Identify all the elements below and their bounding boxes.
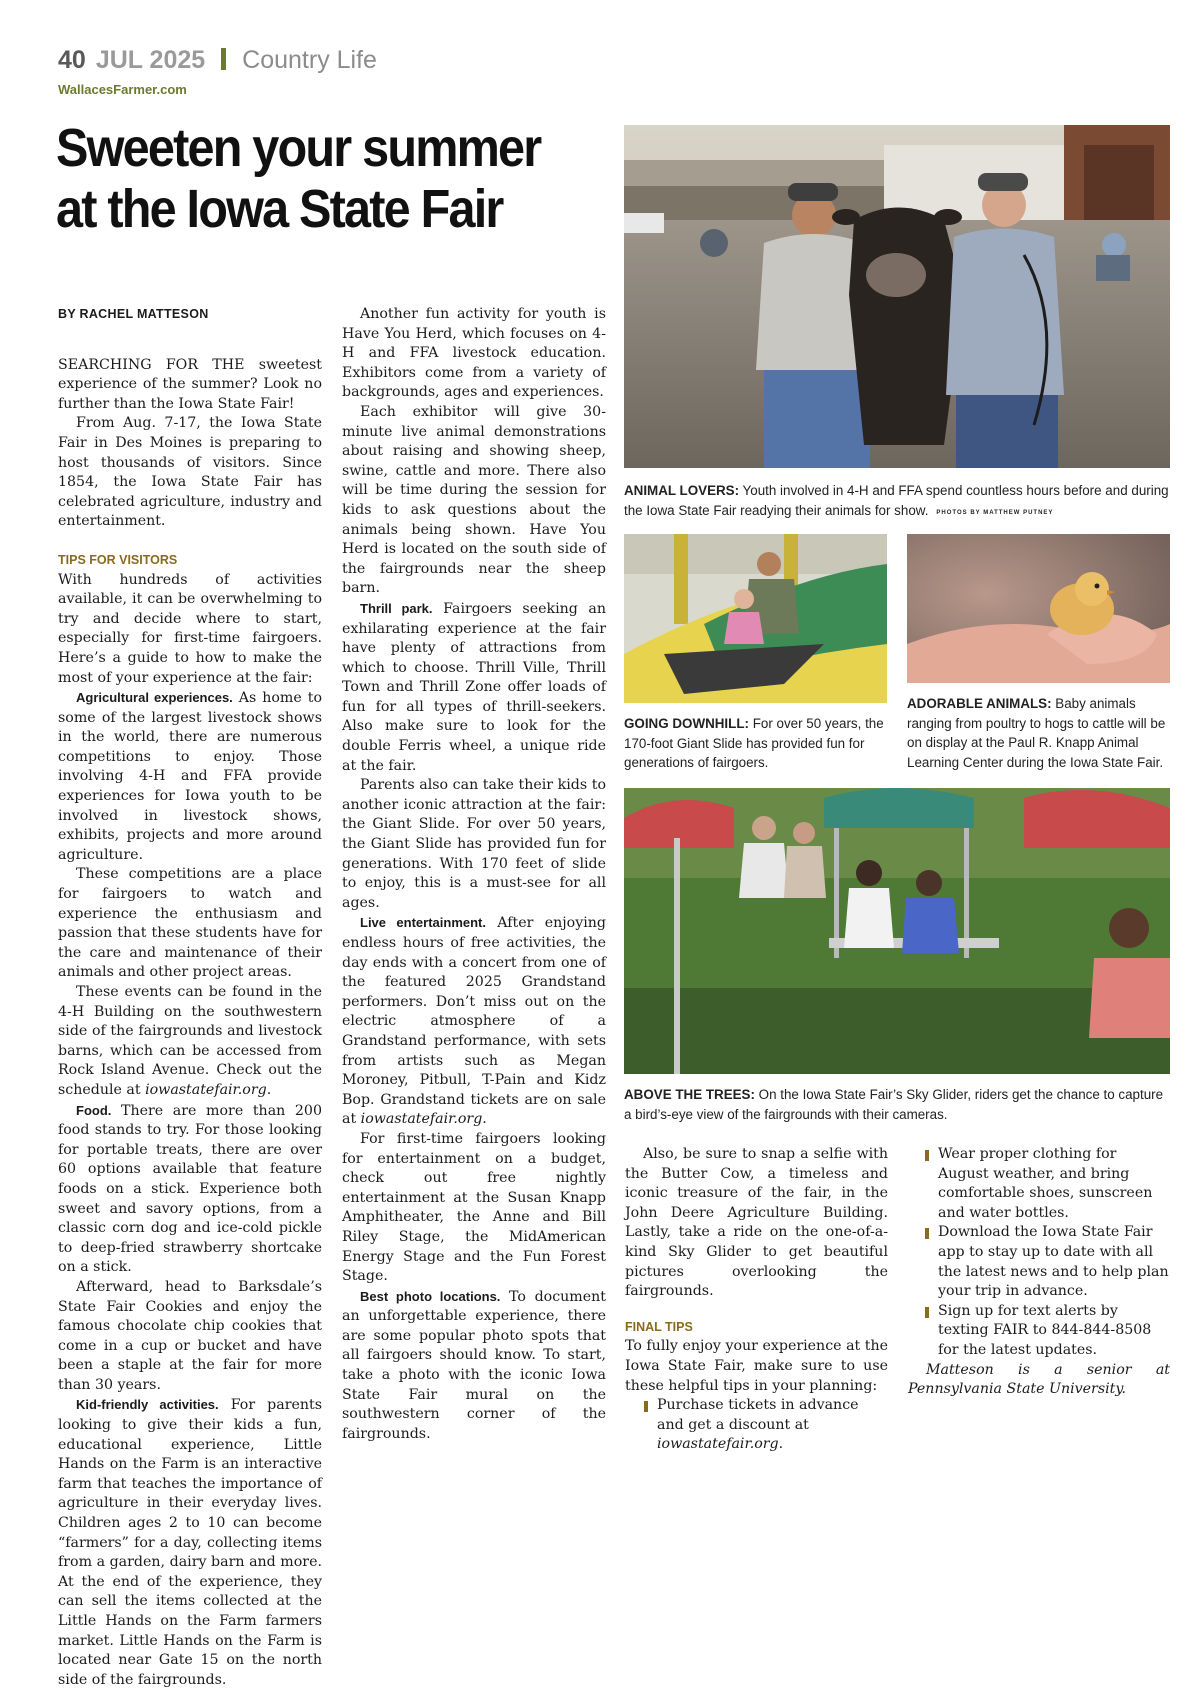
photo-giant-slide <box>624 534 887 703</box>
photo-chick-in-hands <box>907 534 1170 683</box>
article-column-4 <box>908 1145 1170 1400</box>
website-reference[interactable]: iowastatefair.org <box>657 1436 779 1453</box>
article-column-1 <box>58 305 322 1690</box>
headline-line-2: at the Iowa State Fair <box>56 179 503 240</box>
author-note: Matteson is a senior at Pennsylvania State University. <box>908 1361 1170 1398</box>
run-in-head: Food. <box>76 1102 112 1118</box>
photo-giant-slide-riders <box>624 534 887 703</box>
byline: BY RACHEL MATTESON <box>58 307 209 321</box>
issue-date: JUL 2025 <box>95 46 206 74</box>
final-tips-subhead: FINAL TIPS <box>625 1319 693 1334</box>
photo-youth-with-cow <box>624 125 1170 468</box>
run-in-head: Kid-friendly activities. <box>76 1397 219 1413</box>
tips-list-continued <box>908 1145 1170 1361</box>
ag-paragraph-3: These events can be found in the 4-H Building on the southwestern side of the fairgrounds and livestock barns, which can be accessed from Rock Island Avenue. Check out the schedule at iowastatefair.org. <box>58 984 322 1098</box>
intro-paragraph-2: From Aug. 7-17, the Iowa State Fair in Des Moines is preparing to host thousands of visitors. Since 1854, the Iowa State Fair has celebrated agriculture, industry and entertainment. <box>58 415 322 530</box>
run-in-head: Thrill park. <box>360 600 433 616</box>
food-paragraph: Food. There are more than 200 food stands to try. For those looking for portable treats, there are over 60 options available that feature foods on a stick. Experience both sweet and savory options, from a classic corn dog and ice-cold pickle to deep-fried strawberry shortcake on a stick. <box>58 1102 322 1276</box>
kid-paragraph: Kid-friendly activities. For parents looking to give their kids a fun, educational experience, Little Hands on the Farm is an interactive farm that teaches the importance of agriculture in their everyday lives. Children ages 2 to 10 can become “farmers” for a day, collecting items from a garden, dairy barn and more. At the end of the experience, they can sell the items collected at the Little Hands on the Farm farmers market. Little Hands on the Farm is located near Gate 15 on the north side of the fairgrounds. <box>58 1397 323 1688</box>
caption-head: ADORABLE ANIMALS: <box>907 696 1052 711</box>
page-number: 40 <box>58 46 86 74</box>
tip-item: Download the Iowa State Fair app to stay up to date with all the latest news and to help plan your trip in advance. <box>924 1223 1170 1301</box>
final-tips-intro: To fully enjoy your experience at the Iowa State Fair, make sure to use these helpful tips in your planning: <box>625 1338 888 1394</box>
run-in-head: Live entertainment. <box>360 915 486 931</box>
caption-head: GOING DOWNHILL: <box>624 716 749 731</box>
headline-line-1: Sweeten your summer <box>56 118 541 178</box>
photo-sky-glider-riders <box>624 788 1170 1074</box>
thrill-paragraph: Thrill park. Fairgoers seeking an exhilarating experience at the fair have plenty of attractions from which to choose. Thrill Ville, Thrill Town and Thrill Zone offer loads of fun for all types of thrill-seekers. Also make sure to look for the double Ferris wheel, a unique ride at the fair. <box>342 600 606 774</box>
photo-animal-lovers <box>624 125 1170 468</box>
caption-head: ABOVE THE TREES: <box>624 1087 755 1102</box>
herd-paragraph: Another fun activity for youth is Have You Herd, which focuses on 4-H and FFA livestock education. Exhibitors come from a variety of backgrounds, ages and experiences. <box>342 306 606 401</box>
photo-paragraph-2: Also, be sure to snap a selfie with the Butter Cow, a timeless and iconic treasure of the fair, in the John Deere Agriculture Building. Lastly, take a ride on the one-of-a-kind Sky Glider to get beautiful pictures overlooking the fairgrounds. <box>625 1146 888 1300</box>
ag-paragraph: Agricultural experiences. As home to some of the largest livestock shows in the world, there are numerous competitions to enjoy. Those involving 4-H and FFA provide experiences for Iowa youth to be involved in livestock shows, exhibits, projects and more around agriculture. <box>58 690 322 863</box>
thrill-paragraph-2: Parents also can take their kids to another iconic attraction at the fair: the Giant Slide. For over 50 years, the Giant Slide has provided fun for generations. With 170 feet of slide to enjoy, this is a must-see for all ages. <box>342 777 606 911</box>
herd-paragraph-2: Each exhibitor will give 30-minute live animal demonstrations about raising and showing sheep, swine, cattle and more. There also will be time during the session for kids to ask questions about the animals being shown. Have You Herd is located on the south side of the fairgrounds near the sheep barn. <box>342 403 606 597</box>
caption-adorable-animals: ADORABLE ANIMALS: Baby animals ranging from poultry to hogs to cattle will be on display at the Paul R. Knapp Animal Learning Center during the Iowa State Fair. <box>907 696 1166 770</box>
ag-paragraph-2: These competitions are a place for fairgoers to watch and experience the enthusiasm and passion that these students have for the care and maintenance of their animals and other project areas. <box>58 866 322 981</box>
photo-sky-glider <box>624 788 1170 1074</box>
photo-baby-chick <box>907 534 1170 683</box>
caption-above-the-trees: ABOVE THE TREES: On the Iowa State Fair’s Sky Glider, riders get the chance to capture a bird’s-eye view of the fairgrounds with their cameras. <box>624 1087 1164 1122</box>
tips-intro: With hundreds of activities available, it can be overwhelming to try and decide where to start, especially for first-time fairgoers. Here’s a guide to how to make the most of your experience at the fair: <box>58 571 322 686</box>
website-reference[interactable]: iowastatefair.org <box>145 1081 267 1098</box>
page-folio <box>58 46 377 75</box>
photo-credit: PHOTOS BY MATTHEW PUTNEY <box>936 509 1054 516</box>
section-name: Country Life <box>242 46 377 74</box>
article-column-2 <box>342 305 606 1444</box>
folio-divider <box>221 48 226 70</box>
run-in-head: Best photo locations. <box>360 1288 501 1304</box>
live-paragraph: Live entertainment. After enjoying endless hours of free activities, the day ends with a concert from one of the featured 2025 Grandstand performers. Don’t miss out on the electric atmosphere of a Grandstand performance, with sets from artists such as Megan Moroney, Pitbull, T-Pain and Kidz Bop. Grandstand tickets are on sale at iowastatefair.org. <box>342 915 606 1128</box>
tip-item: Wear proper clothing for August weather, and bring comfortable shoes, sunscreen and water bottles. <box>924 1145 1170 1223</box>
caption-animal-lovers: ANIMAL LOVERS: Youth involved in 4-H and FFA spend countless hours before and during the Iowa State Fair readying their animals for show. PHOTOS BY MATTHEW PUTNEY <box>624 483 1169 518</box>
headline <box>56 118 560 240</box>
photo-paragraph: Best photo locations. To document an unforgettable experience, there are some popular photo spots that all fairgoers should know. To start, take a photo with the iconic Iowa State Fair mural on the southwestern corner of the fairgrounds. <box>342 1288 606 1442</box>
tips-list <box>625 1396 888 1455</box>
tips-subhead: TIPS FOR VISITORS <box>58 552 178 567</box>
tip-item: Sign up for text alerts by texting FAIR to 844-844-8508 for the latest updates. <box>924 1302 1170 1361</box>
tip-item: Purchase tickets in advance and get a discount at iowastatefair.org. <box>643 1396 888 1455</box>
run-in-head: Agricultural experiences. <box>76 690 233 706</box>
website-reference[interactable]: iowastatefair.org <box>360 1111 483 1128</box>
caption-going-downhill: GOING DOWNHILL: For over 50 years, the 170-foot Giant Slide has provided fun for generations of fairgoers. <box>624 716 884 771</box>
live-paragraph-2: For first-time fairgoers looking for entertainment on a budget, check out free nightly entertainment at the Susan Knapp Amphitheater, the Anne and Bill Riley Stage, the MidAmerican Energy Stage and the Fun Forest Stage. <box>342 1130 606 1285</box>
food-paragraph-2: Afterward, head to Barksdale’s State Fair Cookies and enjoy the famous chocolate chip cookies that come in a cup or bucket and have been a staple at the fair for more than 30 years. <box>58 1278 322 1393</box>
article-column-3 <box>625 1145 888 1455</box>
caption-head: ANIMAL LOVERS: <box>624 483 740 498</box>
intro-paragraph: SEARCHING FOR THE sweetest experience of the summer? Look no further than the Iowa State Fair! <box>58 356 322 412</box>
website-link[interactable]: WallacesFarmer.com <box>58 82 187 97</box>
